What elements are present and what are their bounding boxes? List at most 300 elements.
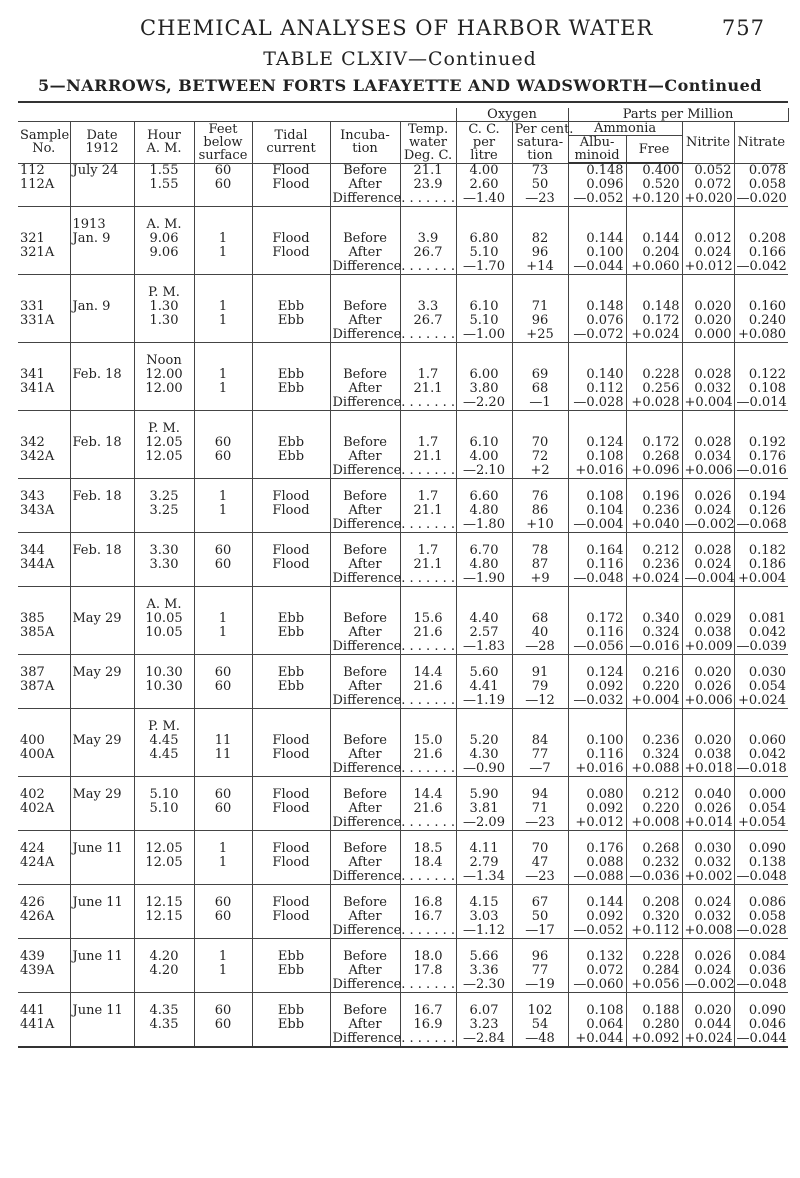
cell-feet: 60 bbox=[194, 666, 252, 680]
empty-cell bbox=[134, 396, 194, 411]
diff-nitrate: —0.048 bbox=[734, 870, 788, 885]
diff-cc: —1.80 bbox=[456, 518, 512, 533]
diff-nitrite: +0.020 bbox=[682, 192, 734, 207]
empty-cell bbox=[252, 328, 330, 343]
table-row bbox=[18, 802, 788, 816]
cell-alb: 0.112 bbox=[568, 382, 626, 396]
cell-temp: 3.3 bbox=[400, 300, 456, 314]
cell-date bbox=[70, 680, 134, 694]
cell-feet: 11 bbox=[194, 734, 252, 748]
diff-nitrate: +0.054 bbox=[734, 816, 788, 831]
cell-incubation: Before bbox=[330, 544, 400, 558]
cell-alb: 0.108 bbox=[568, 1004, 626, 1018]
cell-cc: 4.00 bbox=[456, 450, 512, 464]
table-row bbox=[18, 666, 788, 680]
diff-nitrate: —0.039 bbox=[734, 640, 788, 655]
year-label bbox=[70, 422, 134, 436]
empty-cell bbox=[134, 192, 194, 207]
diff-nitrite: +0.024 bbox=[682, 1032, 734, 1047]
time-of-day-label: P. M. bbox=[134, 422, 194, 436]
empty-cell bbox=[194, 816, 252, 831]
diff-sat: —23 bbox=[512, 816, 568, 831]
cell-sample: 343 bbox=[18, 490, 70, 504]
cell-nitrite: 0.032 bbox=[682, 910, 734, 924]
diff-sat: —17 bbox=[512, 924, 568, 939]
cell-tidal: Ebb bbox=[252, 680, 330, 694]
cell-cc: 6.10 bbox=[456, 436, 512, 450]
cell-alb: 0.092 bbox=[568, 802, 626, 816]
cell-alb: 0.116 bbox=[568, 626, 626, 640]
cell-date bbox=[70, 1018, 134, 1032]
empty-cell bbox=[734, 343, 788, 355]
empty-cell bbox=[194, 464, 252, 479]
empty-cell bbox=[194, 694, 252, 709]
cell-date: Jan. 9 bbox=[70, 300, 134, 314]
cell-hour: 4.35 bbox=[134, 1004, 194, 1018]
cell-temp: 21.1 bbox=[400, 450, 456, 464]
empty-cell bbox=[194, 343, 252, 355]
empty-cell bbox=[330, 218, 400, 232]
cell-hour: 3.30 bbox=[134, 558, 194, 572]
cell-date: June 11 bbox=[70, 842, 134, 856]
cell-sat: 67 bbox=[512, 896, 568, 910]
cell-nitrite: 0.038 bbox=[682, 626, 734, 640]
cell-tidal: Ebb bbox=[252, 382, 330, 396]
cell-free: 0.284 bbox=[626, 964, 682, 978]
cell-tidal: Flood bbox=[252, 856, 330, 870]
empty-cell bbox=[330, 354, 400, 368]
cell-sample: 424 bbox=[18, 842, 70, 856]
empty-cell bbox=[400, 709, 456, 721]
cell-temp: 15.6 bbox=[400, 612, 456, 626]
diff-alb: —0.060 bbox=[568, 978, 626, 993]
empty-cell bbox=[734, 354, 788, 368]
empty-cell bbox=[252, 587, 330, 599]
empty-cell bbox=[626, 207, 682, 219]
cell-date bbox=[70, 504, 134, 518]
cell-nitrite: 0.024 bbox=[682, 558, 734, 572]
cell-feet: 1 bbox=[194, 232, 252, 246]
empty-cell bbox=[456, 720, 512, 734]
cell-nitrite: 0.030 bbox=[682, 842, 734, 856]
empty-cell bbox=[252, 192, 330, 207]
cell-tidal: Flood bbox=[252, 734, 330, 748]
cell-tidal: Ebb bbox=[252, 666, 330, 680]
cell-temp: 17.8 bbox=[400, 964, 456, 978]
cell-temp: 21.1 bbox=[400, 558, 456, 572]
difference-row bbox=[18, 694, 788, 709]
cell-nitrate: 0.078 bbox=[734, 163, 788, 178]
diff-free: +0.092 bbox=[626, 1032, 682, 1047]
empty-cell bbox=[70, 396, 134, 411]
empty-cell bbox=[400, 286, 456, 300]
empty-cell bbox=[18, 924, 70, 939]
empty-cell bbox=[18, 286, 70, 300]
cell-nitrite: 0.024 bbox=[682, 504, 734, 518]
cell-incubation: Before bbox=[330, 788, 400, 802]
cell-nitrate: 0.090 bbox=[734, 1004, 788, 1018]
cell-date: Feb. 18 bbox=[70, 544, 134, 558]
empty-cell bbox=[456, 411, 512, 423]
diff-cc: —1.19 bbox=[456, 694, 512, 709]
cell-incubation: Before bbox=[330, 300, 400, 314]
cell-alb: 0.148 bbox=[568, 163, 626, 178]
empty-cell bbox=[400, 275, 456, 287]
cell-sat: 47 bbox=[512, 856, 568, 870]
cell-free: 0.236 bbox=[626, 558, 682, 572]
table-row bbox=[18, 490, 788, 504]
empty-cell bbox=[626, 598, 682, 612]
empty-cell bbox=[512, 286, 568, 300]
cell-temp: 16.7 bbox=[400, 910, 456, 924]
empty-cell bbox=[134, 518, 194, 533]
cell-incubation: Before bbox=[330, 612, 400, 626]
cell-incubation: After bbox=[330, 504, 400, 518]
cell-incubation: Before bbox=[330, 950, 400, 964]
cell-tidal: Ebb bbox=[252, 1004, 330, 1018]
cell-cc: 3.80 bbox=[456, 382, 512, 396]
empty-cell bbox=[18, 720, 70, 734]
cell-cc: 4.30 bbox=[456, 748, 512, 762]
time-row bbox=[18, 286, 788, 300]
cell-free: 0.320 bbox=[626, 910, 682, 924]
cell-sat: 96 bbox=[512, 950, 568, 964]
cell-tidal: Flood bbox=[252, 232, 330, 246]
cell-nitrite: 0.012 bbox=[682, 232, 734, 246]
running-head-title: CHEMICAL ANALYSES OF HARBOR WATER bbox=[140, 16, 654, 40]
spacer-row bbox=[18, 207, 788, 219]
empty-cell bbox=[18, 694, 70, 709]
empty-cell bbox=[512, 218, 568, 232]
empty-cell bbox=[70, 464, 134, 479]
cell-alb: 0.100 bbox=[568, 734, 626, 748]
empty-cell bbox=[18, 518, 70, 533]
cell-sat: 78 bbox=[512, 544, 568, 558]
cell-alb: 0.140 bbox=[568, 368, 626, 382]
diff-nitrate: —0.018 bbox=[734, 762, 788, 777]
table-row bbox=[18, 544, 788, 558]
cell-nitrite: 0.044 bbox=[682, 1018, 734, 1032]
cell-nitrate: 0.086 bbox=[734, 896, 788, 910]
cell-alb: 0.116 bbox=[568, 748, 626, 762]
table-row bbox=[18, 450, 788, 464]
empty-cell bbox=[134, 870, 194, 885]
empty-cell bbox=[252, 978, 330, 993]
cell-tidal: Flood bbox=[252, 910, 330, 924]
free-header: Free bbox=[626, 136, 682, 164]
cell-feet: 60 bbox=[194, 558, 252, 572]
cell-sample: 424A bbox=[18, 856, 70, 870]
cell-cc: 6.80 bbox=[456, 232, 512, 246]
cell-hour: 5.10 bbox=[134, 802, 194, 816]
empty-cell bbox=[568, 587, 626, 599]
cell-sat: 71 bbox=[512, 802, 568, 816]
cell-free: 0.324 bbox=[626, 626, 682, 640]
temp-header: Temp. water Deg. C. bbox=[400, 122, 456, 164]
empty-cell bbox=[512, 587, 568, 599]
empty-cell bbox=[70, 260, 134, 275]
cell-nitrate: 0.122 bbox=[734, 368, 788, 382]
cell-incubation: After bbox=[330, 1018, 400, 1032]
empty-cell bbox=[70, 572, 134, 587]
cell-free: 0.212 bbox=[626, 788, 682, 802]
top-rule bbox=[18, 101, 788, 103]
difference-row bbox=[18, 924, 788, 939]
cell-sat: 50 bbox=[512, 178, 568, 192]
empty-cell bbox=[18, 587, 70, 599]
empty-cell bbox=[682, 207, 734, 219]
albuminoid-header: Albu- minoid bbox=[568, 136, 626, 164]
empty-cell bbox=[456, 343, 512, 355]
cell-nitrate: 0.126 bbox=[734, 504, 788, 518]
diff-sat: —7 bbox=[512, 762, 568, 777]
cell-temp: 1.7 bbox=[400, 490, 456, 504]
cell-nitrite: 0.020 bbox=[682, 314, 734, 328]
cell-tidal: Ebb bbox=[252, 436, 330, 450]
cell-incubation: After bbox=[330, 246, 400, 260]
difference-row bbox=[18, 978, 788, 993]
difference-label: Difference. . . . . . . bbox=[330, 924, 400, 939]
cell-cc: 4.80 bbox=[456, 558, 512, 572]
cell-free: 0.172 bbox=[626, 436, 682, 450]
empty-cell bbox=[70, 587, 134, 599]
cell-nitrite: 0.020 bbox=[682, 666, 734, 680]
cell-hour: 12.05 bbox=[134, 436, 194, 450]
cell-incubation: After bbox=[330, 856, 400, 870]
empty-cell bbox=[734, 411, 788, 423]
diff-cc: —1.12 bbox=[456, 924, 512, 939]
diff-nitrate: —0.044 bbox=[734, 1032, 788, 1047]
cell-feet: 1 bbox=[194, 490, 252, 504]
cell-cc: 5.10 bbox=[456, 246, 512, 260]
cell-hour: 3.25 bbox=[134, 504, 194, 518]
cell-date bbox=[70, 382, 134, 396]
cell-feet: 60 bbox=[194, 802, 252, 816]
empty-cell bbox=[18, 464, 70, 479]
diff-alb: +0.016 bbox=[568, 762, 626, 777]
cell-incubation: After bbox=[330, 964, 400, 978]
cell-feet: 1 bbox=[194, 856, 252, 870]
table-row bbox=[18, 1018, 788, 1032]
empty-cell bbox=[456, 207, 512, 219]
empty-cell bbox=[330, 286, 400, 300]
empty-cell bbox=[330, 411, 400, 423]
empty-cell bbox=[194, 411, 252, 423]
cell-feet: 60 bbox=[194, 910, 252, 924]
table-row bbox=[18, 910, 788, 924]
cell-sample: 344 bbox=[18, 544, 70, 558]
empty-cell bbox=[134, 694, 194, 709]
empty-cell bbox=[400, 343, 456, 355]
empty-cell bbox=[194, 572, 252, 587]
cell-feet: 1 bbox=[194, 964, 252, 978]
empty-cell bbox=[568, 218, 626, 232]
diff-alb: —0.048 bbox=[568, 572, 626, 587]
diff-cc: —1.90 bbox=[456, 572, 512, 587]
empty-cell bbox=[626, 720, 682, 734]
empty-cell bbox=[194, 587, 252, 599]
empty-cell bbox=[70, 343, 134, 355]
cell-sat: 96 bbox=[512, 246, 568, 260]
incubation-header: Incuba- tion bbox=[330, 122, 400, 164]
empty-cell bbox=[330, 598, 400, 612]
empty-cell bbox=[18, 396, 70, 411]
cell-sat: 68 bbox=[512, 612, 568, 626]
cell-free: 0.400 bbox=[626, 163, 682, 178]
cell-nitrate: 0.042 bbox=[734, 626, 788, 640]
cell-sample: 441A bbox=[18, 1018, 70, 1032]
diff-nitrate: —0.014 bbox=[734, 396, 788, 411]
empty-cell bbox=[626, 422, 682, 436]
empty-cell bbox=[194, 598, 252, 612]
cell-cc: 5.66 bbox=[456, 950, 512, 964]
cell-free: 0.324 bbox=[626, 748, 682, 762]
difference-row bbox=[18, 192, 788, 207]
diff-free: +0.004 bbox=[626, 694, 682, 709]
cell-tidal: Ebb bbox=[252, 450, 330, 464]
cell-cc: 3.36 bbox=[456, 964, 512, 978]
cell-sat: 70 bbox=[512, 436, 568, 450]
cell-hour: 9.06 bbox=[134, 232, 194, 246]
empty-cell bbox=[400, 207, 456, 219]
cell-nitrate: 0.081 bbox=[734, 612, 788, 626]
cell-nitrite: 0.024 bbox=[682, 964, 734, 978]
cell-hour: 12.15 bbox=[134, 910, 194, 924]
diff-alb: —0.004 bbox=[568, 518, 626, 533]
difference-label: Difference. . . . . . . bbox=[330, 328, 400, 343]
cell-feet: 1 bbox=[194, 950, 252, 964]
empty-cell bbox=[194, 640, 252, 655]
empty-cell bbox=[252, 411, 330, 423]
table-row bbox=[18, 163, 788, 178]
cell-sat: 70 bbox=[512, 842, 568, 856]
cell-sample: 343A bbox=[18, 504, 70, 518]
empty-cell bbox=[456, 422, 512, 436]
diff-cc: —2.09 bbox=[456, 816, 512, 831]
cell-nitrite: 0.024 bbox=[682, 246, 734, 260]
cell-sat: 40 bbox=[512, 626, 568, 640]
cell-nitrite: 0.026 bbox=[682, 802, 734, 816]
cell-tidal: Flood bbox=[252, 558, 330, 572]
cell-hour: 4.45 bbox=[134, 748, 194, 762]
spacer-row bbox=[18, 587, 788, 599]
time-row bbox=[18, 354, 788, 368]
empty-cell bbox=[252, 640, 330, 655]
cell-temp: 16.8 bbox=[400, 896, 456, 910]
cell-tidal: Flood bbox=[252, 544, 330, 558]
cell-free: 0.220 bbox=[626, 802, 682, 816]
cc-header: C. C. per litre bbox=[456, 122, 512, 164]
cell-sat: 96 bbox=[512, 314, 568, 328]
empty-cell bbox=[18, 978, 70, 993]
cell-sample: 341 bbox=[18, 368, 70, 382]
cell-temp: 14.4 bbox=[400, 788, 456, 802]
empty-cell bbox=[568, 207, 626, 219]
cell-sat: 79 bbox=[512, 680, 568, 694]
empty-cell bbox=[682, 422, 734, 436]
difference-label: Difference. . . . . . . bbox=[330, 260, 400, 275]
saturation-header: Per cent. satura- tion bbox=[512, 122, 568, 164]
cell-sat: 102 bbox=[512, 1004, 568, 1018]
hour-header: Hour A. M. bbox=[134, 122, 194, 164]
cell-temp: 21.6 bbox=[400, 680, 456, 694]
cell-cc: 4.41 bbox=[456, 680, 512, 694]
diff-alb: —0.072 bbox=[568, 328, 626, 343]
empty-cell bbox=[456, 218, 512, 232]
diff-cc: —1.70 bbox=[456, 260, 512, 275]
empty-cell bbox=[18, 572, 70, 587]
cell-alb: 0.100 bbox=[568, 246, 626, 260]
cell-alb: 0.092 bbox=[568, 680, 626, 694]
empty-cell bbox=[70, 640, 134, 655]
cell-incubation: Before bbox=[330, 896, 400, 910]
difference-row bbox=[18, 260, 788, 275]
year-label bbox=[70, 286, 134, 300]
cell-date bbox=[70, 450, 134, 464]
empty-cell bbox=[18, 870, 70, 885]
empty-cell bbox=[512, 598, 568, 612]
empty-cell bbox=[70, 328, 134, 343]
cell-hour: 5.10 bbox=[134, 788, 194, 802]
table-row bbox=[18, 300, 788, 314]
empty-cell bbox=[18, 598, 70, 612]
empty-cell bbox=[682, 286, 734, 300]
time-row bbox=[18, 598, 788, 612]
cell-sample: 402 bbox=[18, 788, 70, 802]
cell-nitrate: 0.182 bbox=[734, 544, 788, 558]
cell-nitrate: 0.000 bbox=[734, 788, 788, 802]
empty-cell bbox=[70, 1032, 134, 1047]
cell-nitrate: 0.036 bbox=[734, 964, 788, 978]
cell-free: 0.148 bbox=[626, 300, 682, 314]
empty-cell bbox=[626, 218, 682, 232]
time-of-day-label: Noon bbox=[134, 354, 194, 368]
empty-cell bbox=[456, 275, 512, 287]
cell-temp: 16.9 bbox=[400, 1018, 456, 1032]
empty-cell bbox=[194, 275, 252, 287]
cell-nitrite: 0.029 bbox=[682, 612, 734, 626]
diff-alb: +0.016 bbox=[568, 464, 626, 479]
spacer-row bbox=[18, 411, 788, 423]
table-row bbox=[18, 314, 788, 328]
difference-row bbox=[18, 870, 788, 885]
empty-cell bbox=[682, 275, 734, 287]
diff-alb: —0.044 bbox=[568, 260, 626, 275]
analysis-table bbox=[18, 108, 789, 1048]
diff-alb: —0.056 bbox=[568, 640, 626, 655]
cell-sat: 73 bbox=[512, 163, 568, 178]
cell-incubation: After bbox=[330, 558, 400, 572]
empty-cell bbox=[252, 343, 330, 355]
cell-hour: 10.05 bbox=[134, 626, 194, 640]
empty-cell bbox=[400, 720, 456, 734]
cell-feet: 60 bbox=[194, 450, 252, 464]
empty-cell bbox=[400, 598, 456, 612]
cell-date: June 11 bbox=[70, 950, 134, 964]
cell-free: 0.280 bbox=[626, 1018, 682, 1032]
empty-cell bbox=[252, 694, 330, 709]
cell-hour: 1.30 bbox=[134, 300, 194, 314]
diff-nitrite: +0.008 bbox=[682, 924, 734, 939]
cell-nitrite: 0.034 bbox=[682, 450, 734, 464]
cell-nitrate: 0.042 bbox=[734, 748, 788, 762]
cell-tidal: Flood bbox=[252, 788, 330, 802]
difference-row bbox=[18, 396, 788, 411]
oxygen-header: Oxygen bbox=[456, 108, 568, 122]
empty-cell bbox=[194, 218, 252, 232]
diff-nitrate: —0.048 bbox=[734, 978, 788, 993]
diff-sat: —23 bbox=[512, 870, 568, 885]
